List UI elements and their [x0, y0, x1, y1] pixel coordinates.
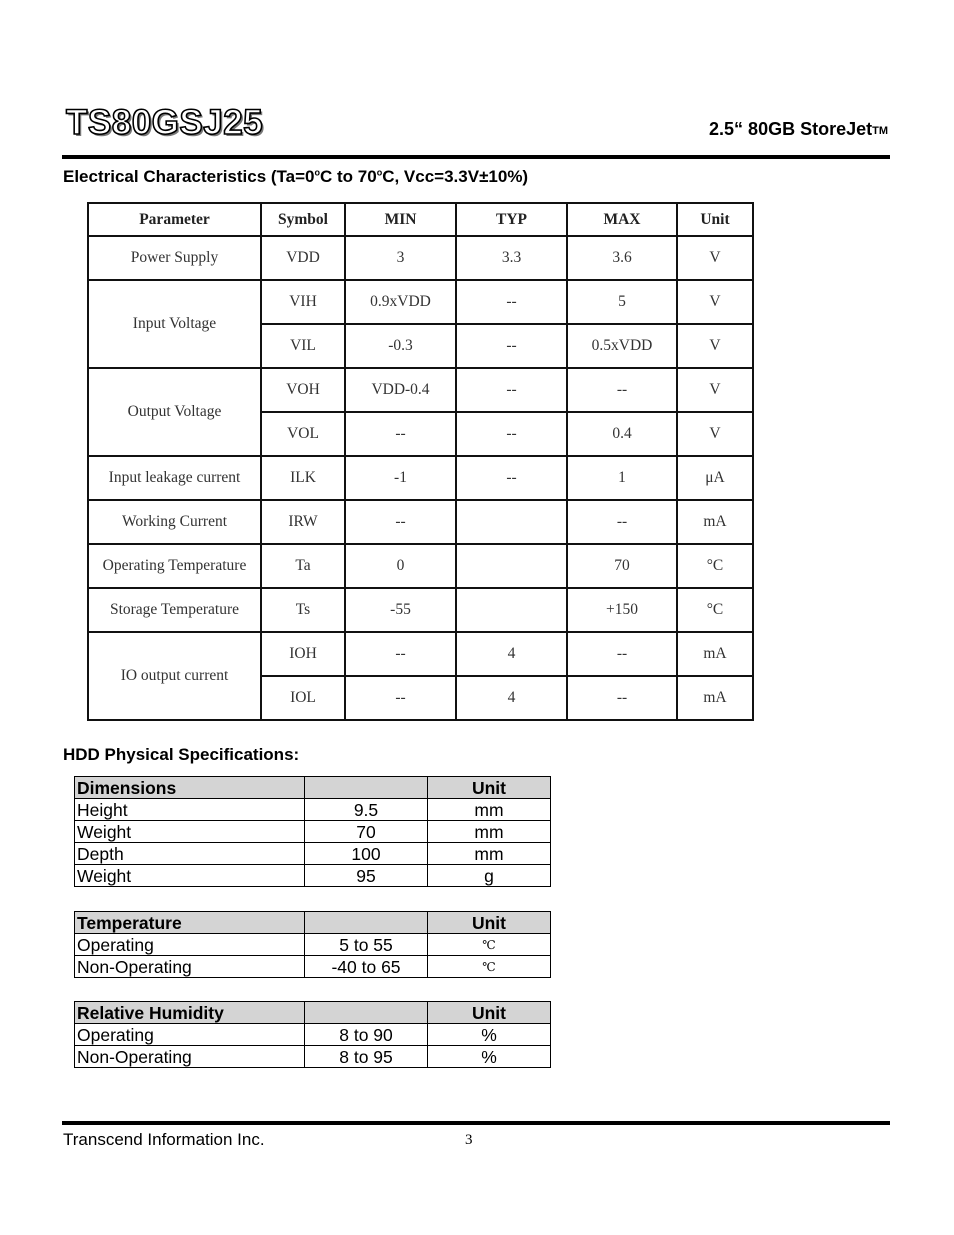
max-cell: -- — [567, 500, 677, 544]
column-header: TYP — [456, 203, 567, 236]
value-cell: 5 to 55 — [305, 934, 428, 956]
symbol-cell: Ta — [261, 544, 345, 588]
symbol-cell: ILK — [261, 456, 345, 500]
unit-cell: V — [677, 368, 753, 412]
table-row — [88, 544, 753, 588]
unit-cell: mA — [677, 676, 753, 720]
column-header — [305, 1002, 428, 1024]
electrical-title-part: C, Vcc=3.3V±10%) — [382, 167, 529, 186]
product-label: 2.5“ 80GB StoreJet — [709, 119, 873, 139]
unit-cell: mA — [677, 500, 753, 544]
unit-cell: °C — [677, 588, 753, 632]
table-row — [88, 368, 753, 412]
table-row — [75, 799, 551, 821]
typ-cell — [456, 544, 567, 588]
unit-cell: V — [677, 412, 753, 456]
max-cell: 0.4 — [567, 412, 677, 456]
table-row — [88, 500, 753, 544]
symbol-cell: Ts — [261, 588, 345, 632]
unit-cell: V — [677, 236, 753, 280]
degree-mark: o — [376, 167, 383, 178]
label-cell: Weight — [75, 821, 305, 843]
footer-rule — [62, 1121, 890, 1125]
max-cell: 70 — [567, 544, 677, 588]
symbol-cell: VIH — [261, 280, 345, 324]
table-row — [88, 632, 753, 676]
footer-company: Transcend Information Inc. — [63, 1130, 265, 1149]
column-header: Relative Humidity — [75, 1002, 305, 1024]
electrical-title-part: C to 70 — [320, 167, 377, 186]
max-cell: 5 — [567, 280, 677, 324]
physical-specs-title: HDD Physical Specifications: — [63, 745, 300, 764]
parameter-cell: Output Voltage — [88, 368, 261, 456]
table-row — [88, 236, 753, 280]
electrical-table — [87, 202, 754, 721]
typ-cell: -- — [456, 280, 567, 324]
product-name — [709, 119, 888, 140]
min-cell: -- — [345, 676, 456, 720]
typ-cell: -- — [456, 412, 567, 456]
min-cell: VDD-0.4 — [345, 368, 456, 412]
value-cell: -40 to 65 — [305, 956, 428, 978]
unit-cell: V — [677, 280, 753, 324]
min-cell: 0 — [345, 544, 456, 588]
value-cell: 8 to 90 — [305, 1024, 428, 1046]
parameter-cell: Operating Temperature — [88, 544, 261, 588]
column-header: Symbol — [261, 203, 345, 236]
max-cell: 3.6 — [567, 236, 677, 280]
unit-cell: mm — [428, 843, 551, 865]
value-cell: 8 to 95 — [305, 1046, 428, 1068]
column-header — [305, 777, 428, 799]
min-cell: -55 — [345, 588, 456, 632]
column-header: MAX — [567, 203, 677, 236]
unit-cell: mm — [428, 821, 551, 843]
max-cell: -- — [567, 368, 677, 412]
unit-cell: V — [677, 324, 753, 368]
typ-cell — [456, 500, 567, 544]
column-header: Temperature — [75, 912, 305, 934]
electrical-title — [63, 167, 528, 187]
symbol-cell: VDD — [261, 236, 345, 280]
unit-cell: g — [428, 865, 551, 887]
page-number: 3 — [465, 1132, 473, 1148]
column-header: Unit — [428, 1002, 551, 1024]
typ-cell: -- — [456, 456, 567, 500]
typ-cell: 3.3 — [456, 236, 567, 280]
unit-cell: μA — [677, 456, 753, 500]
unit-cell: °C — [677, 544, 753, 588]
model-title: TS80GSJ25 — [66, 103, 264, 142]
column-header: Unit — [428, 912, 551, 934]
symbol-cell: VIL — [261, 324, 345, 368]
trademark-mark: TM — [872, 125, 888, 137]
table-row — [75, 956, 551, 978]
column-header: Unit — [428, 777, 551, 799]
table-row — [75, 934, 551, 956]
table-row — [88, 280, 753, 324]
table-row — [75, 821, 551, 843]
column-header: Unit — [677, 203, 753, 236]
typ-cell: 4 — [456, 632, 567, 676]
min-cell: -- — [345, 412, 456, 456]
unit-cell: mm — [428, 799, 551, 821]
dimensions-table — [74, 776, 551, 887]
table-row — [88, 456, 753, 500]
table-header-row — [75, 912, 551, 934]
unit-cell: % — [428, 1046, 551, 1068]
header-rule — [62, 155, 890, 159]
column-header: MIN — [345, 203, 456, 236]
electrical-title-part: Electrical Characteristics (Ta=0 — [63, 167, 315, 186]
min-cell: -- — [345, 632, 456, 676]
label-cell: Weight — [75, 865, 305, 887]
label-cell: Height — [75, 799, 305, 821]
max-cell: +150 — [567, 588, 677, 632]
typ-cell: -- — [456, 368, 567, 412]
typ-cell — [456, 588, 567, 632]
max-cell: 1 — [567, 456, 677, 500]
table-row — [75, 865, 551, 887]
symbol-cell: VOL — [261, 412, 345, 456]
parameter-cell: Input leakage current — [88, 456, 261, 500]
label-cell: Operating — [75, 1024, 305, 1046]
max-cell: -- — [567, 632, 677, 676]
column-header: Dimensions — [75, 777, 305, 799]
value-cell: 95 — [305, 865, 428, 887]
parameter-cell: Storage Temperature — [88, 588, 261, 632]
table-header-row — [88, 203, 753, 236]
symbol-cell: IRW — [261, 500, 345, 544]
min-cell: -1 — [345, 456, 456, 500]
symbol-cell: IOH — [261, 632, 345, 676]
symbol-cell: VOH — [261, 368, 345, 412]
label-cell: Non-Operating — [75, 1046, 305, 1068]
degree-mark: o — [314, 167, 321, 178]
table-header-row — [75, 777, 551, 799]
unit-cell: mA — [677, 632, 753, 676]
value-cell: 9.5 — [305, 799, 428, 821]
table-header-row — [75, 1002, 551, 1024]
parameter-cell: IO output current — [88, 632, 261, 720]
label-cell: Depth — [75, 843, 305, 865]
min-cell: 3 — [345, 236, 456, 280]
unit-cell: ℃ — [428, 956, 551, 978]
typ-cell: -- — [456, 324, 567, 368]
table-row — [75, 843, 551, 865]
parameter-cell: Input Voltage — [88, 280, 261, 368]
table-row — [88, 588, 753, 632]
max-cell: -- — [567, 676, 677, 720]
temperature-table — [74, 911, 551, 978]
label-cell: Non-Operating — [75, 956, 305, 978]
humidity-table — [74, 1001, 551, 1068]
unit-cell: ℃ — [428, 934, 551, 956]
value-cell: 70 — [305, 821, 428, 843]
table-row — [75, 1024, 551, 1046]
min-cell: 0.9xVDD — [345, 280, 456, 324]
parameter-cell: Power Supply — [88, 236, 261, 280]
unit-cell: % — [428, 1024, 551, 1046]
symbol-cell: IOL — [261, 676, 345, 720]
value-cell: 100 — [305, 843, 428, 865]
parameter-cell: Working Current — [88, 500, 261, 544]
label-cell: Operating — [75, 934, 305, 956]
min-cell: -- — [345, 500, 456, 544]
column-header: Parameter — [88, 203, 261, 236]
min-cell: -0.3 — [345, 324, 456, 368]
column-header — [305, 912, 428, 934]
typ-cell: 4 — [456, 676, 567, 720]
max-cell: 0.5xVDD — [567, 324, 677, 368]
table-row — [75, 1046, 551, 1068]
